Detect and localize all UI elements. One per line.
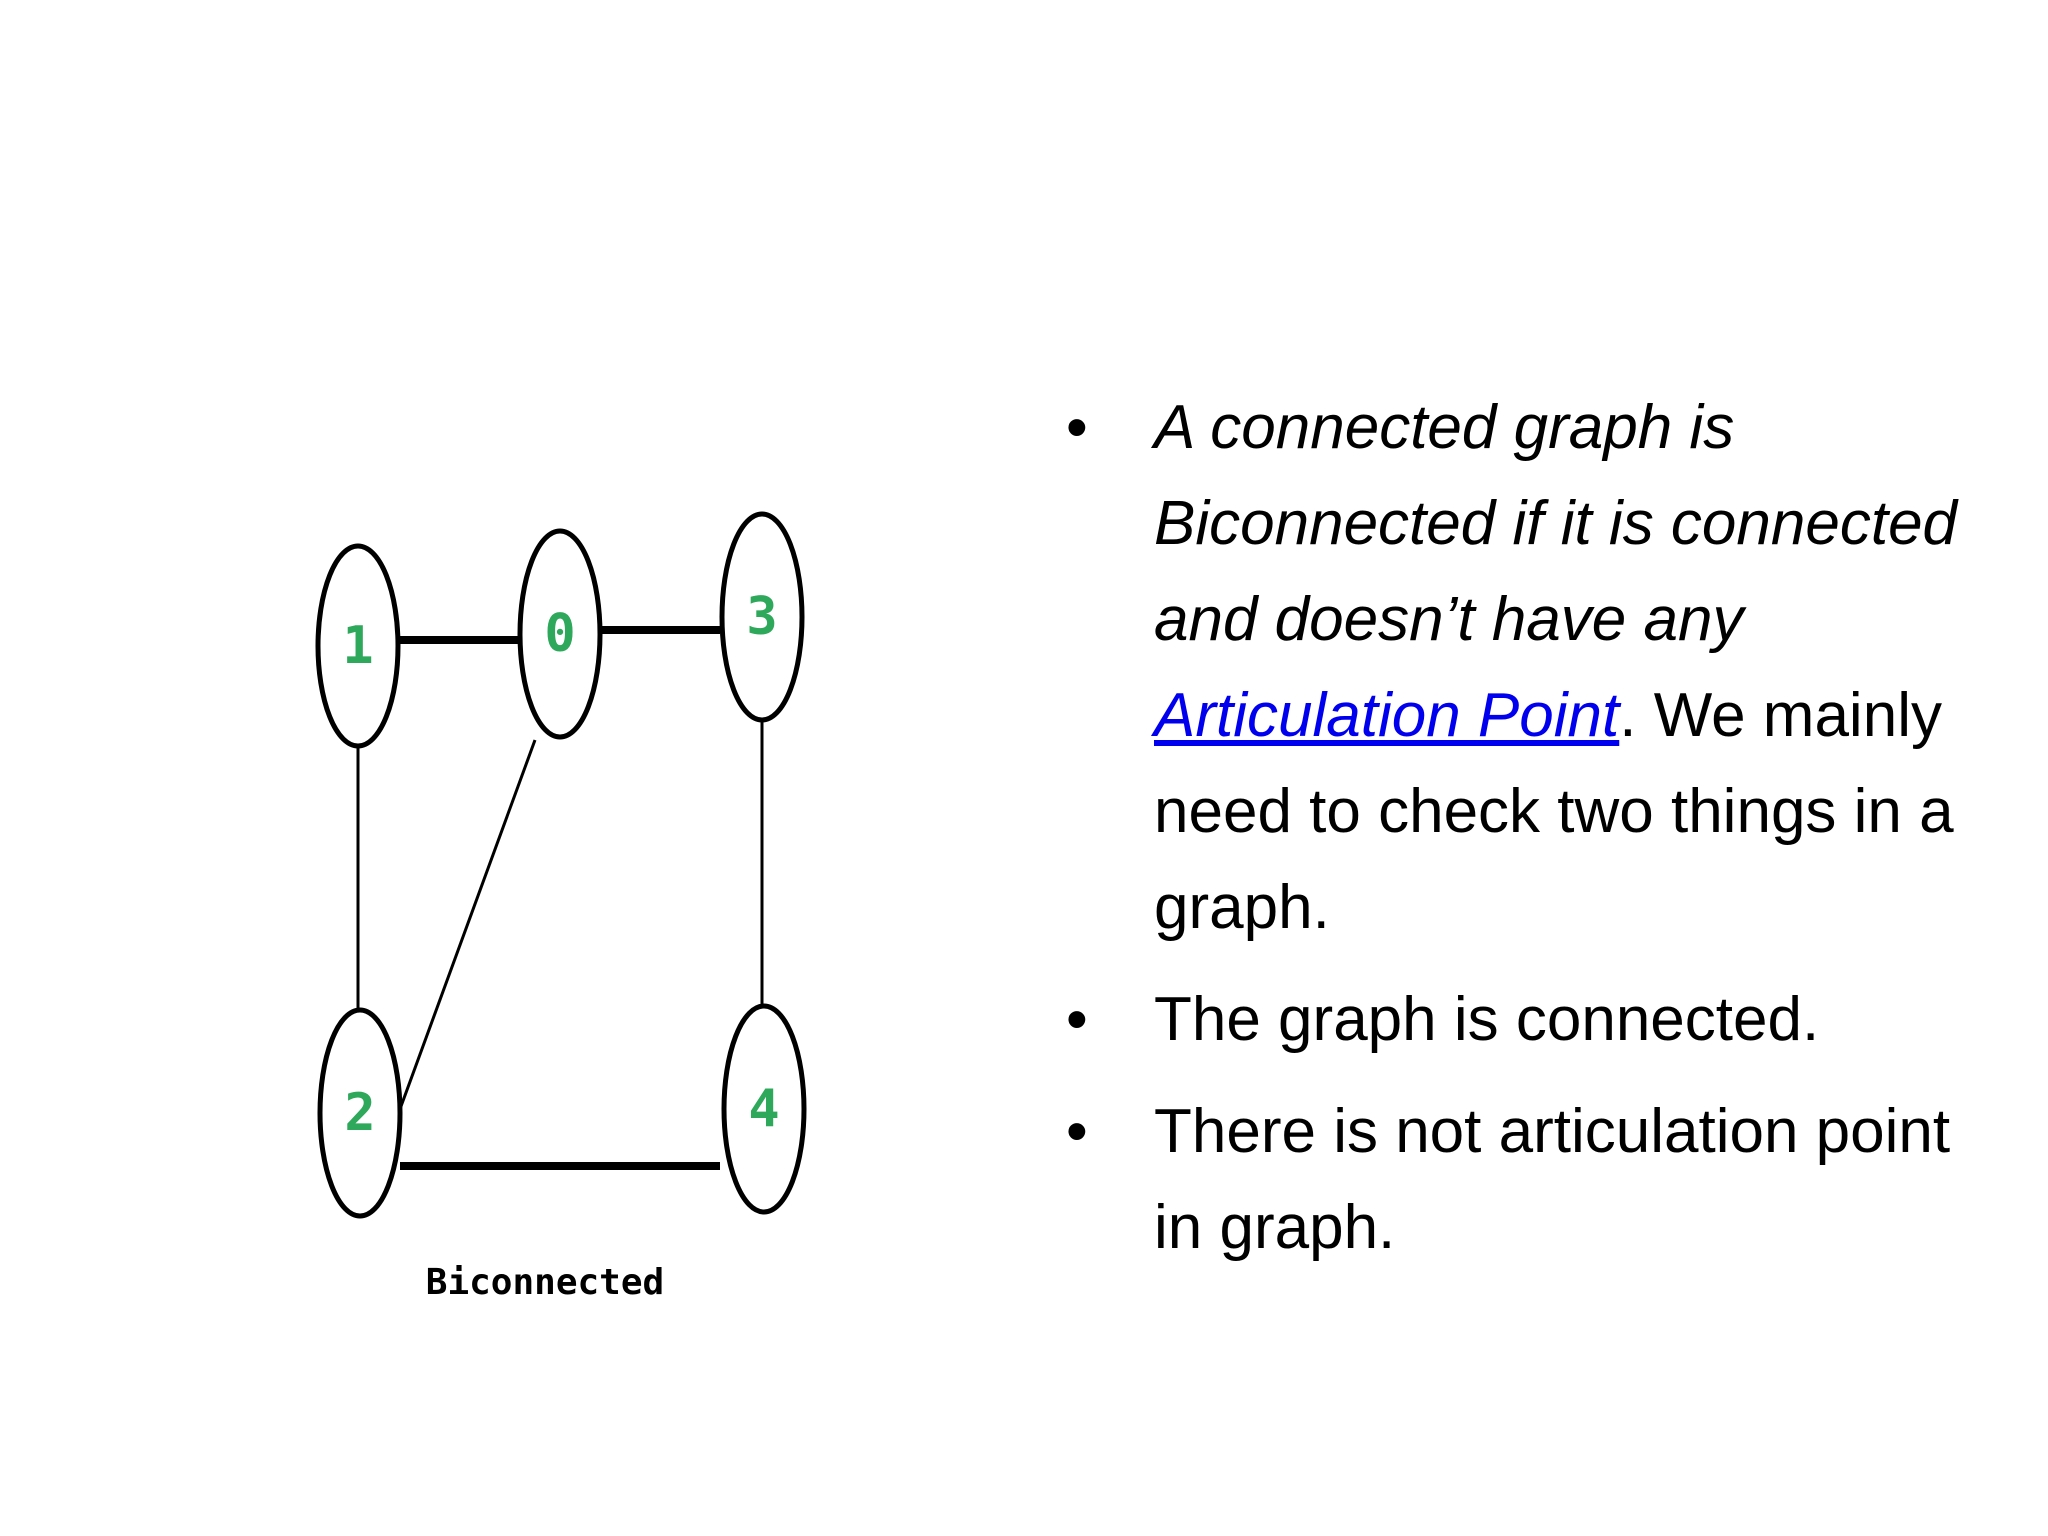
bullet-list: [1066, 380, 2006, 1292]
definition-continuation: . We mainly need to check two things in a graph.: [1154, 681, 1954, 942]
graph-figure: [300, 440, 820, 1370]
graph-diagram: [300, 440, 820, 1370]
graph-node-4: [724, 1006, 804, 1212]
bullet-no-articulation-text: There is not articulation point in graph.: [1154, 1097, 1951, 1262]
articulation-point-link[interactable]: Articulation Point: [1154, 681, 1620, 750]
graph-node-label: 3: [746, 587, 778, 647]
graph-node-label: 2: [344, 1083, 376, 1143]
figure-caption: Biconnected: [425, 1262, 665, 1303]
graph-node-label: 0: [544, 604, 576, 664]
graph-node-3: [722, 514, 802, 720]
graph-node-1: [318, 546, 398, 746]
graph-node-0: [520, 531, 600, 737]
graph-node-label: 1: [342, 616, 374, 676]
edge-0-2: [396, 740, 535, 1120]
bullet-connected-text: The graph is connected.: [1154, 985, 1820, 1054]
graph-node-label: 4: [748, 1079, 780, 1139]
bullet-definition: [1066, 380, 2006, 956]
bullet-connected: [1066, 972, 2006, 1068]
graph-node-2: [320, 1010, 400, 1216]
definition-text: A connected graph is Biconnected if it is connected and doesn’t have any: [1154, 393, 1958, 654]
bullet-no-articulation: [1066, 1084, 2006, 1276]
